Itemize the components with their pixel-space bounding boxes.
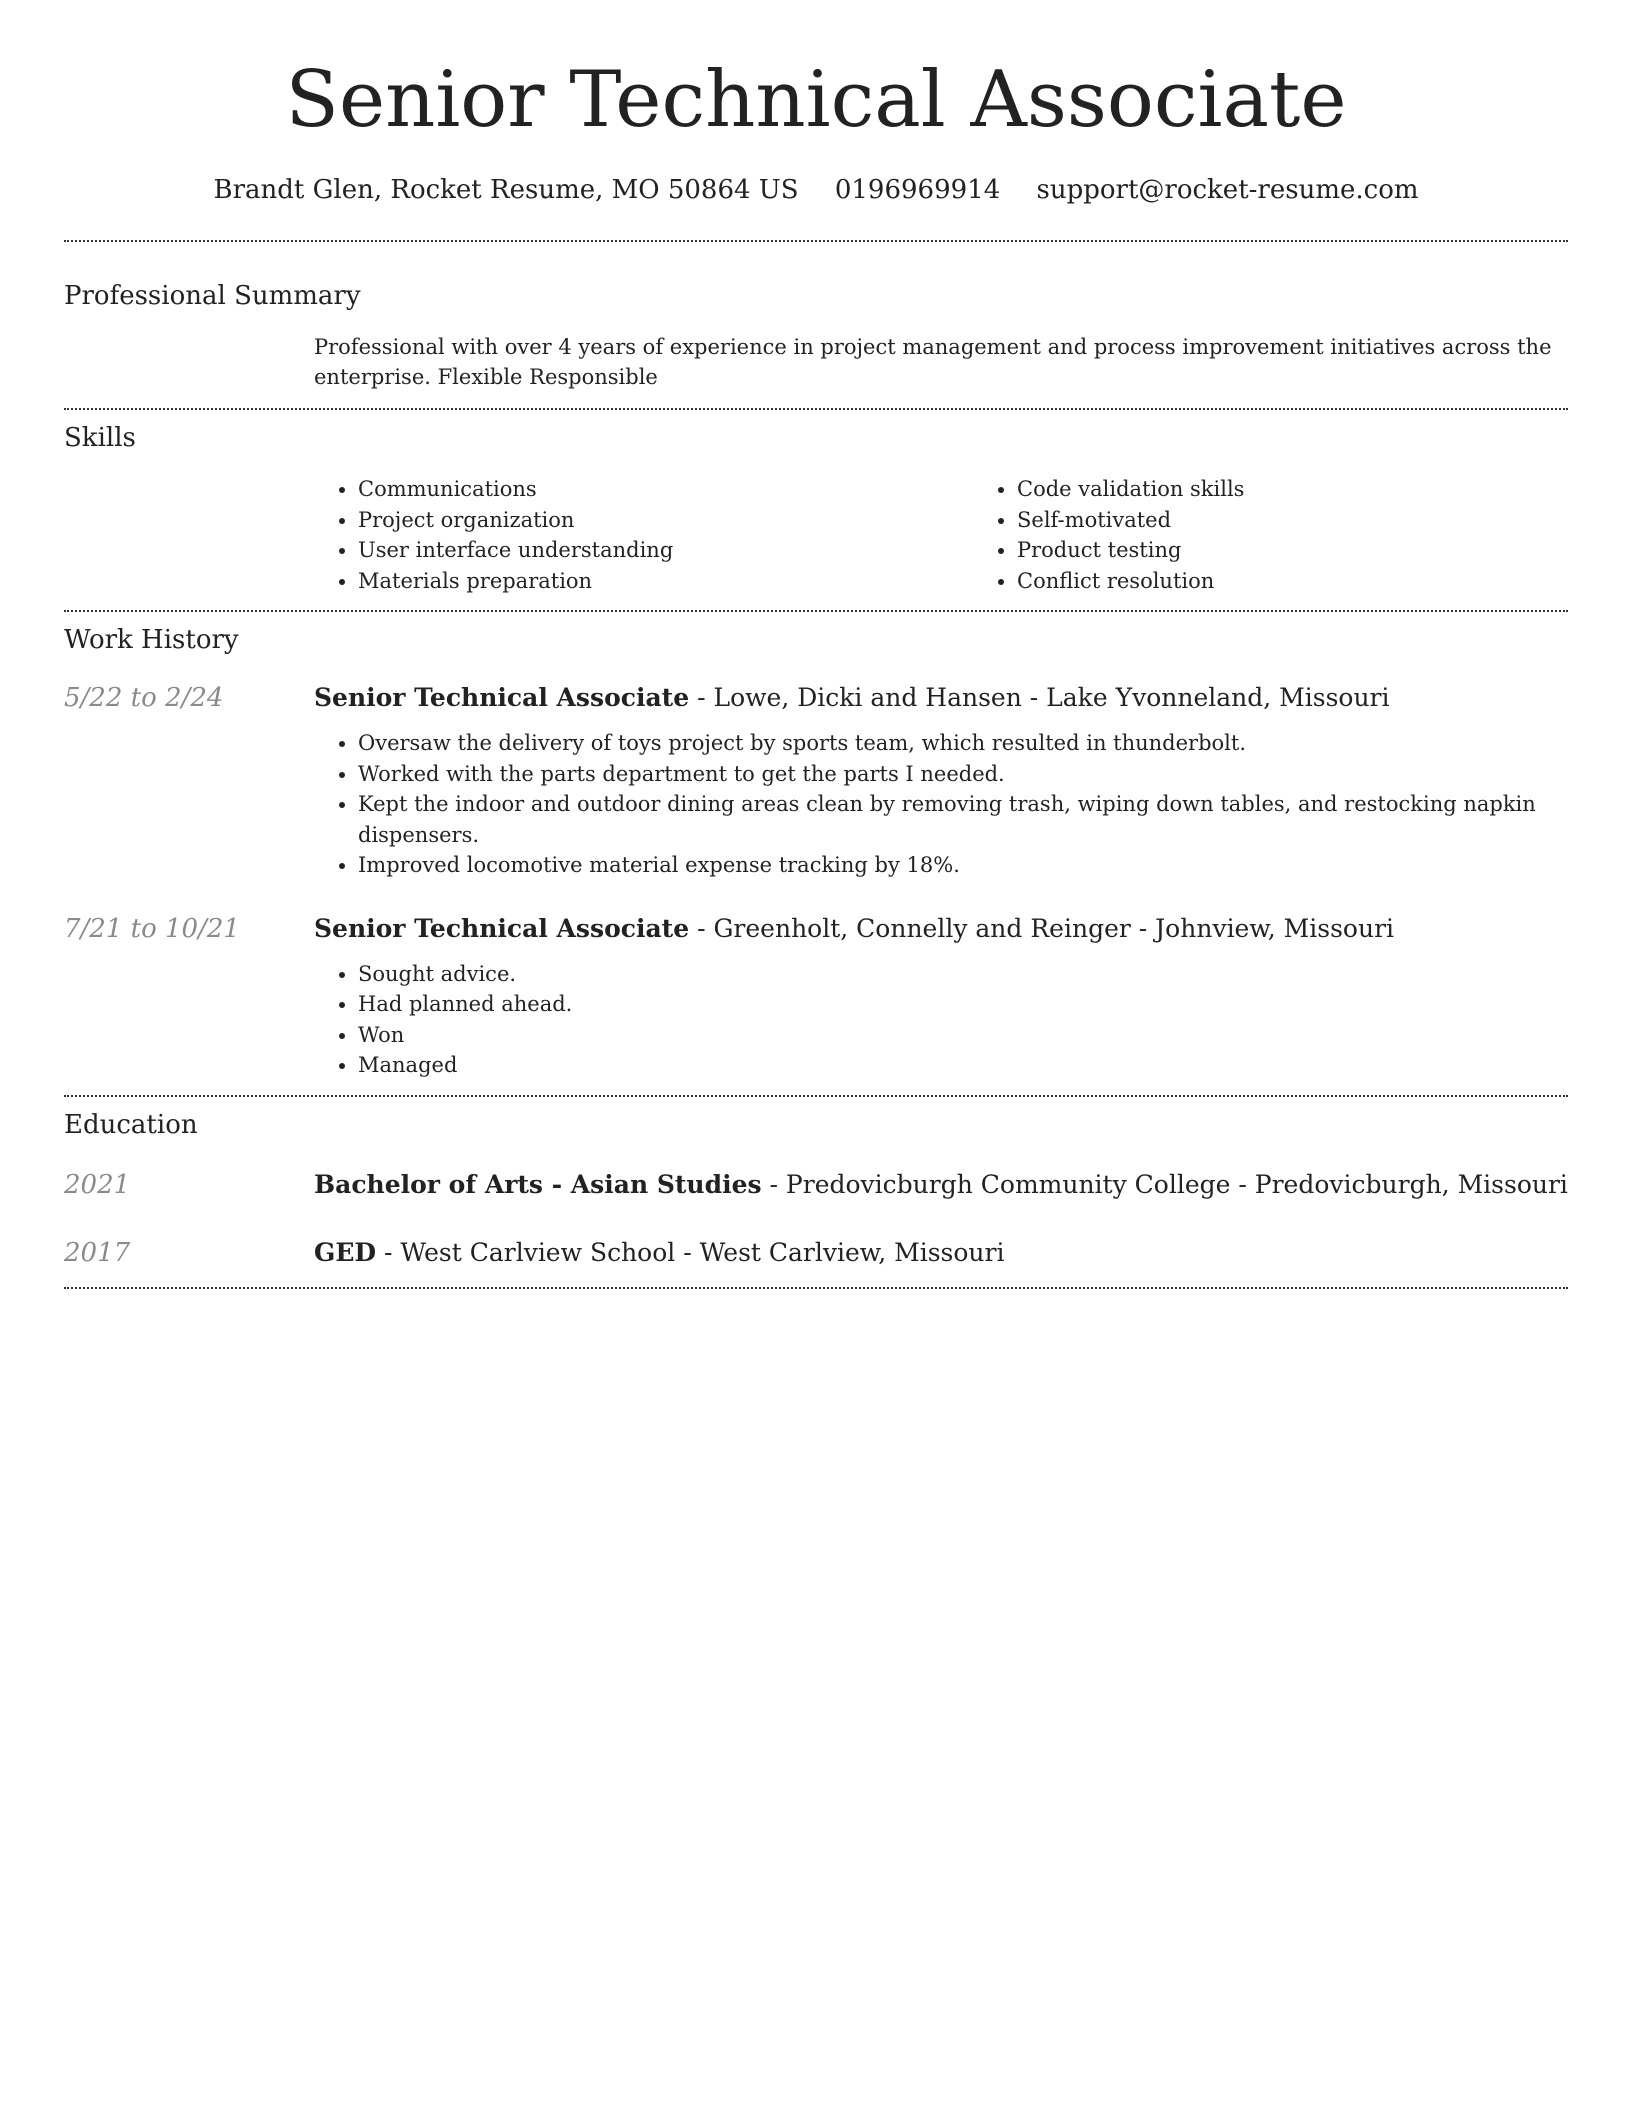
job-bullets <box>314 959 1568 1081</box>
education-year: 2017 <box>64 1237 131 1268</box>
skills-list-right <box>973 474 1632 596</box>
contact-email: support@rocket-resume.com <box>1036 175 1419 205</box>
job-bullet: • Improved locomotive material expense tracking by 18%. <box>358 850 1568 881</box>
job-bullets <box>314 728 1568 881</box>
job-heading <box>314 680 1568 716</box>
job-entry <box>64 911 1568 1081</box>
job-bullet: • Oversaw the delivery of toys project by sports team, which resulted in thunderbolt. <box>358 728 1568 759</box>
job-bullet: • Kept the indoor and outdoor dining areas clean by removing trash, wiping down tables, and restocking napkin dispensers. <box>358 789 1568 850</box>
contact-line <box>64 170 1568 210</box>
summary-spacer <box>64 332 314 392</box>
skill-item: • Materials preparation <box>358 566 973 597</box>
skill-item: • Communications <box>358 474 973 505</box>
resume-title: Senior Technical Associate <box>285 55 1347 145</box>
work-section <box>64 612 1568 1095</box>
job-title: Senior Technical Associate <box>314 683 690 712</box>
job-bullet: • Won <box>358 1020 1568 1051</box>
summary-heading: Professional Summary <box>64 281 361 311</box>
education-degree: Bachelor of Arts - Asian Studies <box>314 1169 762 1199</box>
education-school: - Predovicburgh Community College - Predovicburgh, Missouri <box>761 1169 1568 1199</box>
skill-item: • Code validation skills <box>1017 474 1632 505</box>
resume-page <box>64 0 1568 1289</box>
skills-heading: Skills <box>64 423 136 453</box>
summary-section <box>64 242 1568 408</box>
job-heading <box>314 911 1568 947</box>
skill-item: • User interface understanding <box>358 535 973 566</box>
education-section <box>64 1097 1568 1287</box>
skills-list-left <box>314 474 973 596</box>
skill-item: • Project organization <box>358 505 973 536</box>
skill-item: • Conflict resolution <box>1017 566 1632 597</box>
skills-section <box>64 410 1568 610</box>
education-heading: Education <box>64 1109 198 1140</box>
education-year: 2021 <box>64 1169 131 1200</box>
job-dates: 7/21 to 10/21 <box>64 913 240 944</box>
summary-text: Professional with over 4 years of experience in project management and process improvement initiatives across the enterprise. Flexible Responsible <box>314 335 1552 389</box>
divider-education <box>64 1287 1568 1289</box>
skills-spacer <box>64 474 314 596</box>
skill-item: • Self-motivated <box>1017 505 1632 536</box>
job-bullet: • Had planned ahead. <box>358 989 1568 1020</box>
job-entry <box>64 680 1568 881</box>
job-title: Senior Technical Associate <box>314 913 690 943</box>
job-employer: - Lowe, Dicki and Hansen - Lake Yvonneland, Missouri <box>689 683 1390 712</box>
education-degree: GED <box>314 1237 377 1267</box>
skill-item: • Product testing <box>1017 535 1632 566</box>
education-heading-line <box>314 1167 1568 1203</box>
contact-phone: 0196969914 <box>834 175 1001 205</box>
job-dates: 5/22 to 2/24 <box>64 683 224 713</box>
job-bullet: • Worked with the parts department to get the parts I needed. <box>358 759 1568 790</box>
job-bullet: • Sought advice. <box>358 959 1568 990</box>
education-school: - West Carlview School - West Carlview, Missouri <box>376 1237 1005 1267</box>
education-entry <box>64 1167 1568 1203</box>
job-bullet: • Managed <box>358 1050 1568 1081</box>
job-employer: - Greenholt, Connelly and Reinger - Johnview, Missouri <box>689 913 1395 943</box>
work-heading: Work History <box>64 625 239 655</box>
education-entry <box>64 1235 1568 1271</box>
education-heading-line <box>314 1235 1568 1271</box>
contact-address: Brandt Glen, Rocket Resume, MO 50864 US <box>213 175 799 205</box>
